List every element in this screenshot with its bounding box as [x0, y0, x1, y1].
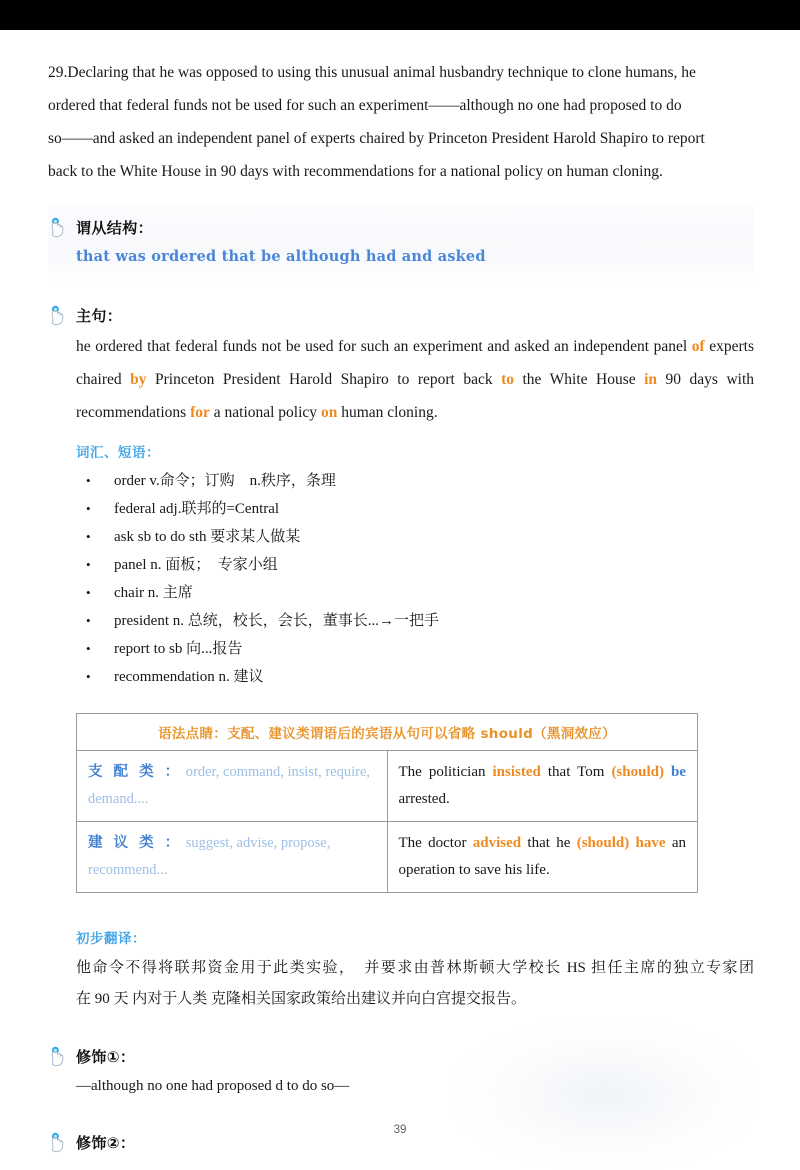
main-clause-seg-3: by — [130, 371, 147, 388]
list-item: • ask sb to do sth 要求某人做某 — [114, 523, 754, 551]
category-label: 建 议 类 ： — [88, 835, 183, 851]
category-label: 支 配 类 ： — [88, 764, 183, 780]
ex-seg: that he — [521, 835, 577, 851]
ex-seg: The doctor — [398, 835, 473, 851]
modifier-1-section — [48, 1041, 754, 1101]
ex-seg: advised — [472, 835, 522, 851]
grammar-table-header: 语法点睛：支配、建议类谓语后的宾语从句可以省略 should（黑洞效应） — [77, 714, 698, 751]
main-clause-seg-2: experts chaired — [76, 338, 755, 388]
list-item: • panel n. 面板； 专家小组 — [114, 551, 754, 579]
list-item: • order v.命令；订购 n.秩序，条理 — [114, 467, 754, 495]
category-verbs: suggest, advise, propose, recommend... — [88, 835, 331, 878]
passage-line-1: 29.Declaring that he was opposed to using this unusual animal husbandry technique to clone humans, he — [48, 64, 696, 81]
modifier-1-content: —although no one had proposed d to do so— — [76, 1078, 350, 1094]
main-clause-body — [48, 330, 754, 429]
main-clause-seg-5: to — [501, 371, 515, 388]
modifier-2-label: 修饰②： — [76, 1133, 136, 1152]
grammar-row-0-example — [387, 751, 698, 822]
vocabulary-title: 词汇、短语： — [76, 445, 160, 461]
ex-seg: (should) — [576, 835, 630, 851]
modifier-1-label: 修饰①： — [76, 1047, 136, 1066]
main-clause-seg-13: human cloning. — [337, 404, 438, 421]
main-clause-seg-9: with recommendations — [76, 371, 755, 421]
category-verbs: order, command, insist, require, demand.... — [88, 764, 371, 807]
document-page — [0, 30, 800, 1168]
main-clause-seg-10: for — [190, 404, 210, 421]
main-clause-seg-7: in — [644, 371, 658, 388]
ex-seg: arrested. — [398, 791, 450, 807]
hand-tap-icon — [48, 217, 67, 238]
ex-seg: be — [671, 764, 686, 780]
passage-line-4: back to the White House in 90 days with recommendations for a national policy on human cloning. — [48, 163, 663, 180]
list-item: • president n. 总统，校长，会长，董事长...→一把手 — [114, 607, 754, 635]
ex-seg: (should) — [611, 764, 664, 780]
main-clause-section — [48, 300, 754, 691]
ex-seg: insisted — [492, 764, 541, 780]
table-row — [77, 714, 698, 751]
grammar-row-0-category — [77, 751, 388, 822]
translation-title: 初步翻译： — [76, 931, 146, 947]
main-clause-seg-11: a national policy — [209, 404, 321, 421]
main-clause-seg-12: on — [320, 404, 338, 421]
passage-line-2: ordered that federal funds not be used for such an experiment——although no one had proposed to do — [48, 97, 682, 114]
translation-body — [76, 953, 754, 1015]
passage-number: 29. — [48, 64, 68, 81]
ex-seg: that Tom — [540, 764, 612, 780]
translation-line-1: 他命令不得将联邦资金用于此类实验， 并要求由普林斯顿大学校长 HS 担任主席的独立专家团 — [76, 960, 754, 976]
predicate-structure-section — [48, 206, 754, 286]
translation-line-2: 在 90 天 内对于人类 克隆相关国家政策给出建议并向白宫提交报告。 — [76, 991, 527, 1007]
grammar-row-1-category — [77, 822, 388, 893]
page-number: 39 — [393, 1124, 407, 1136]
modifier-1-heading-row — [48, 1041, 754, 1071]
list-item: • report to sb 向...报告 — [114, 635, 754, 663]
list-item: • federal adj.联邦的=Central — [114, 495, 754, 523]
predicate-structure-content: that was ordered that be although had and asked — [76, 248, 486, 265]
table-row — [77, 751, 698, 822]
ex-seg: have — [635, 835, 666, 851]
ex-seg: an operation to save his life. — [398, 835, 687, 878]
vocabulary-list — [48, 467, 754, 691]
main-clause-seg-0: he ordered that federal funds not be used for such an experiment and asked an independent panel — [76, 338, 692, 355]
ex-seg — [664, 764, 671, 780]
table-row — [77, 822, 698, 893]
main-clause-label: 主句： — [76, 306, 123, 325]
list-item: • recommendation n. 建议 — [114, 663, 754, 691]
hand-tap-icon — [48, 305, 67, 326]
ex-seg: The politician — [398, 764, 493, 780]
page-content — [48, 30, 754, 1157]
main-clause-seg-6: the White House — [514, 371, 645, 388]
passage-line-3: so——and asked an independent panel of experts chaired by Princeton President Harold Shapiro to report — [48, 130, 705, 147]
main-clause-seg-8: 90 days — [657, 371, 718, 388]
grammar-table — [76, 713, 698, 893]
scan-top-bar — [0, 0, 800, 30]
main-clause-heading-row — [48, 300, 754, 330]
predicate-structure-heading-row — [48, 212, 754, 242]
main-clause-seg-1: of — [691, 338, 705, 355]
main-clause-seg-4: Princeton President Harold Shapiro to report back — [146, 371, 502, 388]
list-item: • chair n. 主席 — [114, 579, 754, 607]
source-passage — [48, 56, 754, 188]
predicate-structure-label: 谓从结构： — [76, 218, 154, 237]
hand-tap-icon — [48, 1046, 67, 1067]
grammar-row-1-example — [387, 822, 698, 893]
